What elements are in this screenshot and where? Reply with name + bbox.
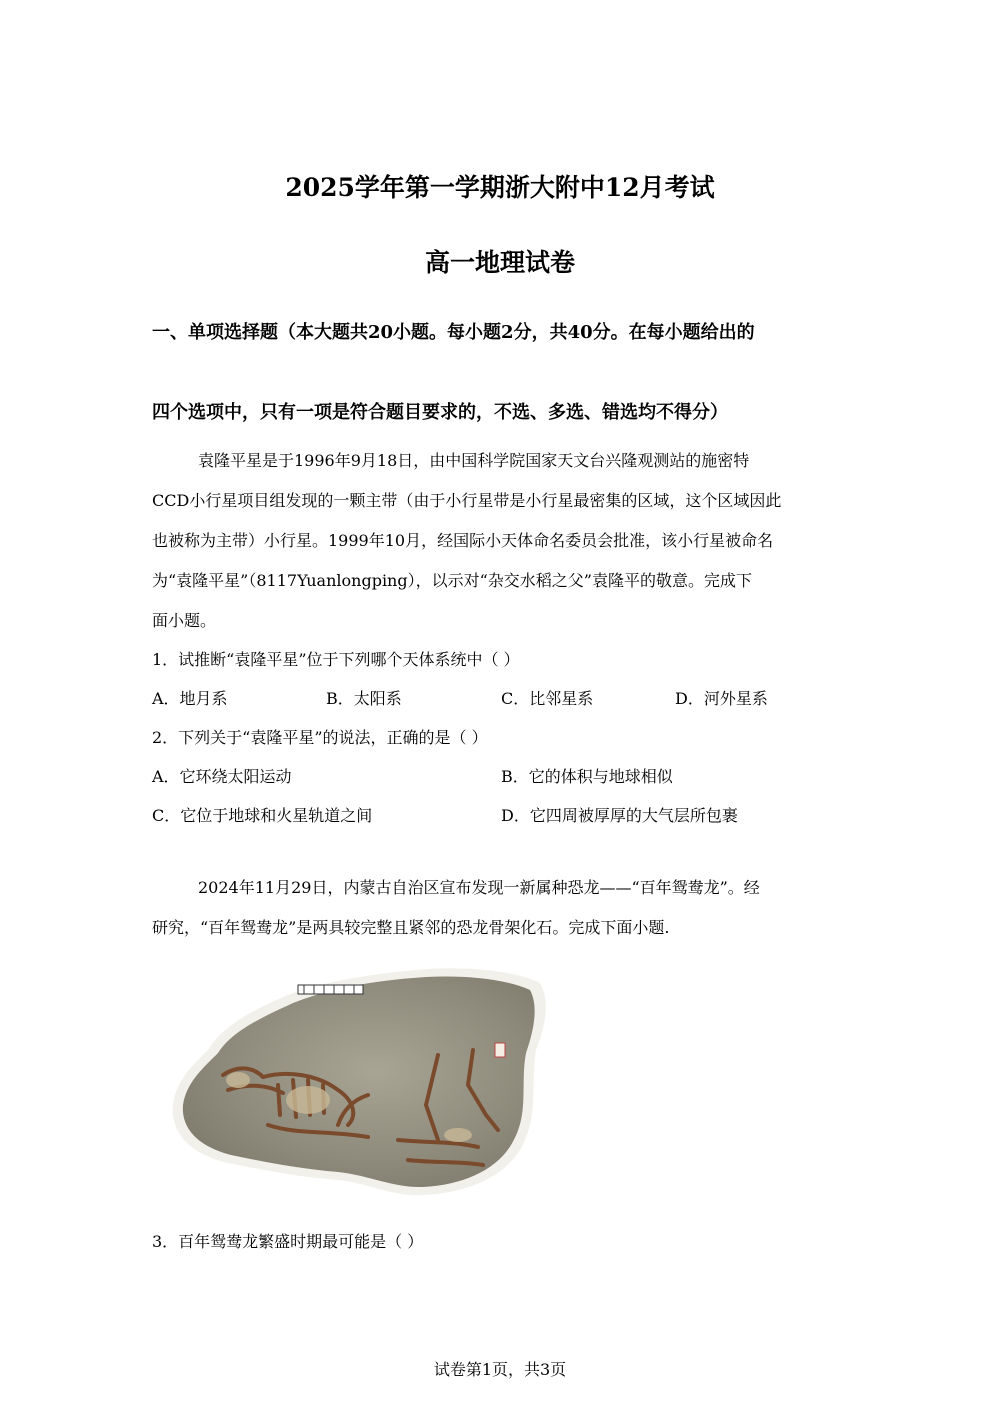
q2-option-b[interactable]: B．它的体积与地球相似: [501, 767, 673, 786]
passage-line: 面小题。: [152, 611, 217, 630]
passage-line: 2024年11月29日，内蒙古自治区宣布发现一新属种恐龙——“百年鸳鸯龙”。经: [198, 878, 760, 897]
q1-option-d[interactable]: D．河外星系: [675, 689, 768, 708]
passage-line: CCD小行星项目组发现的一颗主带（由于小行星带是小行星最密集的区域，这个区域因此: [152, 491, 782, 510]
passage-yuanlongping: [152, 441, 852, 641]
question-3-stem: 3．百年鸳鸯龙繁盛时期最可能是（ ）: [152, 1232, 424, 1251]
q1-option-c[interactable]: C．比邻星系: [501, 689, 594, 708]
passage-line: 也被称为主带）小行星。1999年10月，经国际小天体命名委员会批准，该小行星被命名: [152, 531, 774, 550]
section-heading-line2: 四个选项中，只有一项是符合题目要求的，不选、多选、错选均不得分）: [152, 402, 728, 423]
dinosaur-fossil-image: [168, 965, 553, 1200]
page-footer: 试卷第1页，共3页: [433, 1360, 567, 1379]
q2-option-c[interactable]: C．它位于地球和火星轨道之间: [152, 806, 373, 825]
passage-line: 研究，“百年鸳鸯龙”是两具较完整且紧邻的恐龙骨架化石。完成下面小题.: [152, 918, 670, 937]
q2-option-a[interactable]: A．它环绕太阳运动: [152, 767, 292, 786]
exam-title: 2025学年第一学期浙大附中12月考试: [285, 173, 715, 202]
question-2-stem: 2．下列关于“袁隆平星”的说法，正确的是（ ）: [152, 728, 488, 747]
q2-option-d[interactable]: D．它四周被厚厚的大气层所包裹: [501, 806, 738, 825]
question-1-stem: 1．试推断“袁隆平星”位于下列哪个天体系统中（ ）: [152, 650, 520, 669]
section-heading-line1: 一、单项选择题（本大题共20小题。每小题2分，共40分。在每小题给出的: [152, 322, 755, 343]
q1-option-a[interactable]: A．地月系: [152, 689, 228, 708]
passage-line: 袁隆平星是于1996年9月18日，由中国科学院国家天文台兴隆观测站的施密特: [198, 451, 750, 470]
passage-line: 为“袁隆平星”（8117Yuanlongping），以示对“杂交水稻之父”袁隆平的敬意。完成下: [152, 571, 752, 590]
exam-subtitle: 高一地理试卷: [424, 248, 575, 277]
q1-option-b[interactable]: B．太阳系: [326, 689, 402, 708]
passage-dinosaur: [152, 868, 852, 948]
